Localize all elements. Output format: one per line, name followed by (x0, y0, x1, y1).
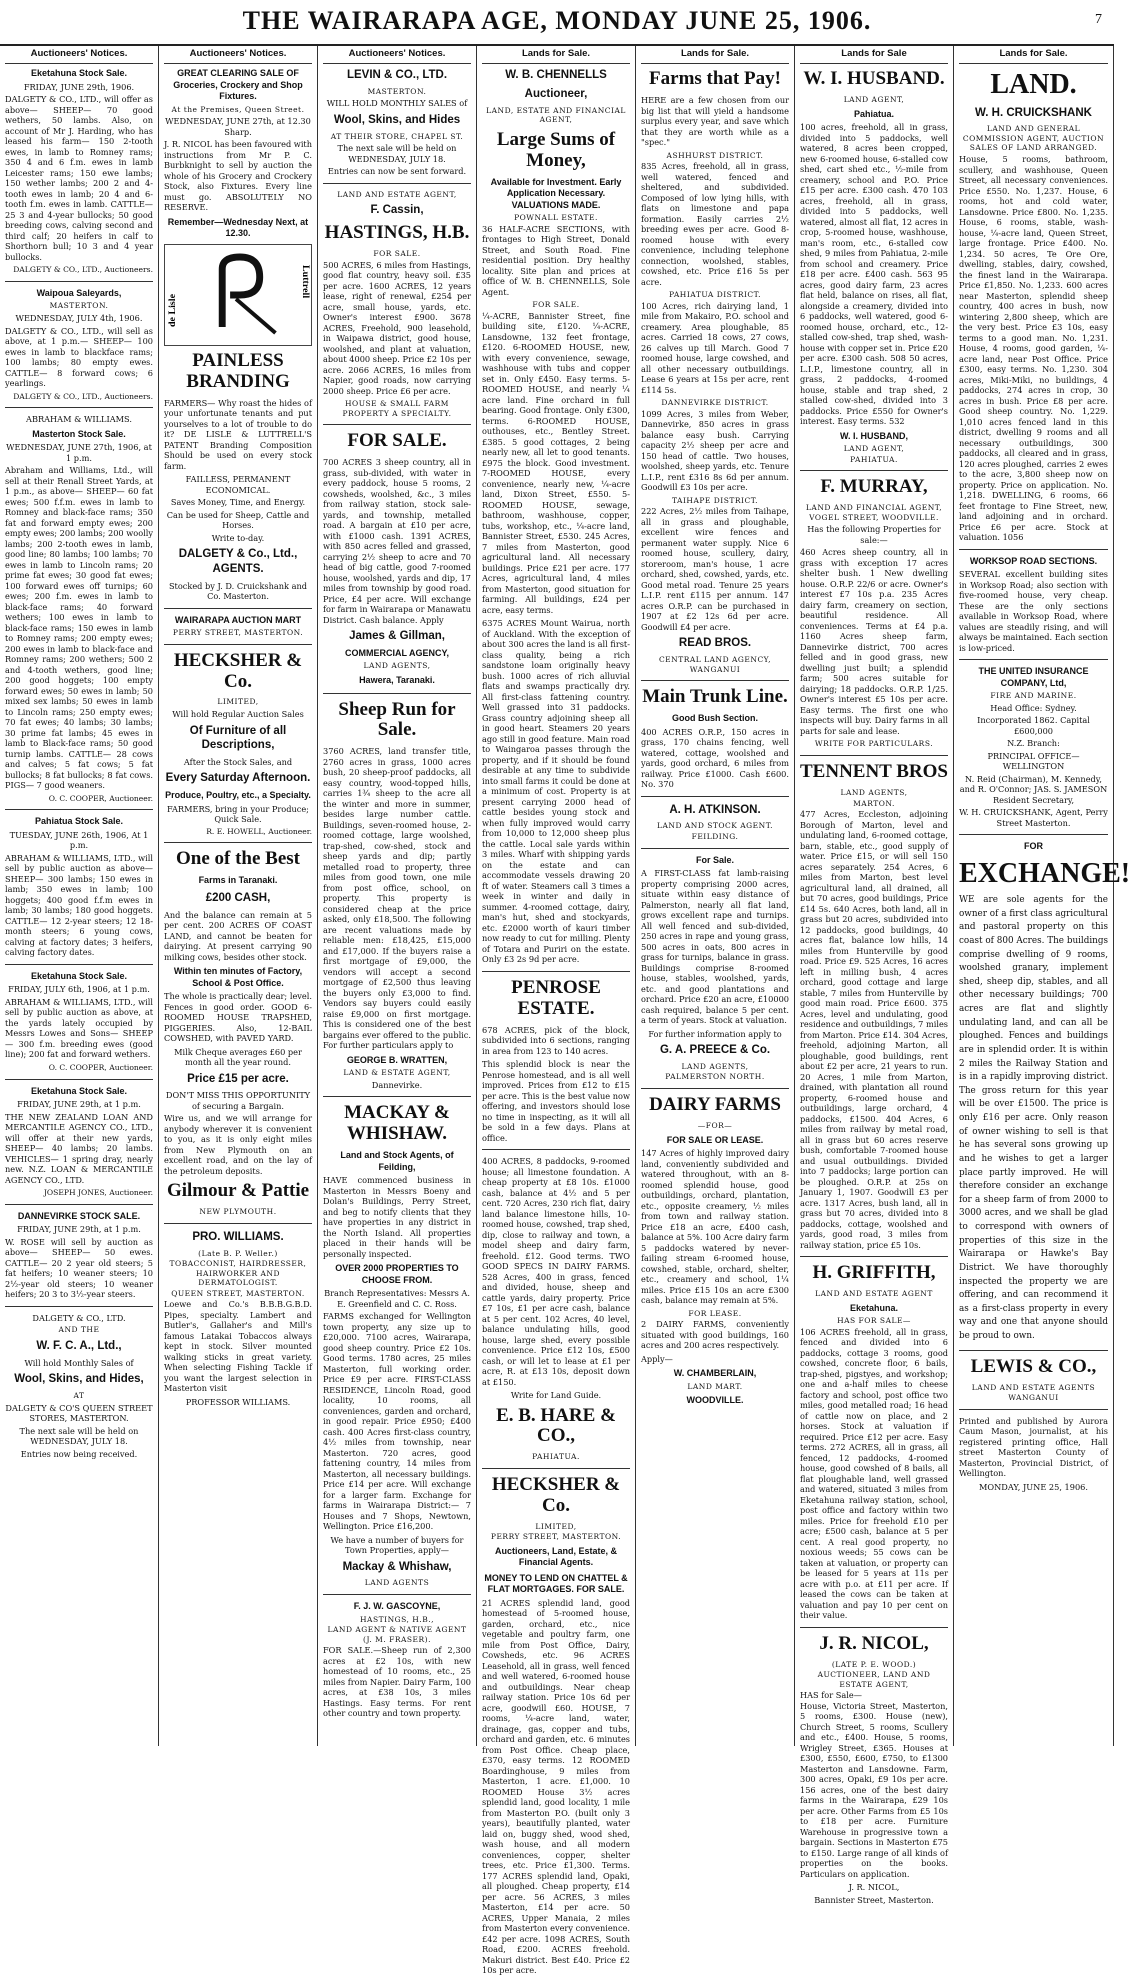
ad-text: A FIRST-CLASS fat lamb-raising property comprising 2000 acres, situate within easy distance of Palmerston, nearly all flat land, grows excellent rape and turnips. All well fenced and sub-divided, 250 acres in rape and young grass, 500 acres in oats, 800 acres in grass for turnips, balance in grass. Buildings comprise 8-roomed house, stables, woolshed, yards, etc. and good plantations and orchard. Price £20 an acre, £10000 cash required, balance 5 per cent. a term of years. Stock at valuation. (641, 868, 789, 1026)
column-header: Lands for Sale. (482, 46, 630, 64)
ad-text: LIMITED, (535, 1521, 577, 1531)
ad-district: ASHHURST DISTRICT. (666, 150, 764, 160)
ad-title: WAIRARAPA AUCTION MART (174, 614, 302, 625)
ad-firm-name: PRO. WILLIAMS. (192, 1230, 284, 1243)
branding-iron-handle (236, 299, 275, 333)
ad-title: Eketahuna Stock Sale. (30, 68, 128, 79)
column-3 (318, 46, 477, 1746)
divider (641, 1088, 789, 1089)
ad-text: (Late B. P. Weller.) (198, 1248, 278, 1258)
ad-text: 460 Acres sheep country, all in grass with exception 17 acres shelter bush. 1 New dwelling house. O.R.P. 22/6 or acre. Owner's interest £7 10s p.a. 235 Acres dairy farm, creamery on section, beautiful residence. All conveniences. Terms at £4 p.a. 1160 Acres sheep farm, Dannevirke district, 700 acres felled and in good grass, new dwelling just built; a splendid farm; 500 acres suitable for dairying; 18 paddocks. O.R.P. 1/25. Owner's interest £5 10s per acre. Easy terms. The first one who inspects will buy. Dairy farms in all parts for sale and lease. (800, 547, 948, 736)
ad-headline: Every Saturday Afternoon. (165, 772, 311, 785)
ad-text: 400 ACRES, 8 paddocks, 9-roomed house; all limestone foundation. A cheap property at £8 10s. £1000 cash, balance at 4½ and 5 per cent. 720 Acres, 230 rich flat, dairy land balance limestone hills, 10-roomed house, cowshed, trap shed, dip, close to railway and town, a model sheep and dairy farm, freehold. £12. Good terms. TWO GOOD SPECS IN DAIRY FARMS. 528 Acres, 400 in grass, fenced and divided, house, sheep and cattle yards, dairy property. Price £7 10s, £1 per acre cash, balance at 5 per cent. 102 Acres, 40 level, balance undulating hills, good house, large shed, every possible convenience. Price £12 10s, £500 cash, or will let to lease at £1 per acre, R. at £13 10s, deposit down at £150. (482, 1156, 630, 1387)
ad-firm-name: G. A. PREECE & Co. (659, 1044, 771, 1057)
ad-text: HAS for Sale— (800, 1690, 862, 1701)
ad-connector: AND THE (58, 1325, 100, 1335)
divider (641, 680, 789, 681)
divider (5, 809, 153, 810)
ad-text: Wire us, and we will arrange for anybody wherever it is convenient to you, as it is only eight miles from New Plymouth on an excellent road, and on the lay of the petroleum deposits. (164, 1113, 312, 1176)
divider (641, 848, 789, 849)
divider (5, 1079, 153, 1080)
divider (800, 1256, 948, 1257)
ad-signature: O. C. COOPER, Auctioneer. (48, 1062, 153, 1072)
ad-headline: Wool, Skins, and Hides, (14, 1373, 144, 1386)
divider (800, 755, 948, 756)
ad-firm-name: W. F. C. A., Ltd., (36, 1340, 122, 1353)
ad-place: MASTERTON. (49, 301, 109, 311)
ad-firm-name: HECKSHER & Co. (173, 649, 303, 692)
ad-place: HASTINGS, H.B., (360, 1614, 434, 1624)
ad-role: LAND AGENT & NATIVE AGENT (J. M. FRASER). (327, 1625, 467, 1644)
ad-subheadline: FOR SALE OR LEASE. (666, 1134, 764, 1145)
divider (959, 1350, 1108, 1351)
ad-date: TUESDAY, JUNE 26th, 1906, At 1 p.m. (9, 829, 149, 851)
ad-headline: FOR SALE. (347, 430, 447, 452)
ad-text: We have a number of buyers for Town Properties, apply— (330, 1534, 464, 1556)
ad-date: WEDNESDAY, JUNE 27th, at 12.30 Sharp. (165, 116, 311, 137)
column-header: Auctioneers' Notices. (5, 46, 153, 64)
ad-place: Eketahuna. (849, 1302, 898, 1313)
column-header: Lands for Sale. (959, 46, 1108, 64)
ad-district: DANNEVIRKE DISTRICT. (661, 398, 769, 408)
ad-text: 36 HALF-ACRE SECTIONS, with frontages to High Street, Donald Street, and South Road. Fine residential position. Dry healthy locality. Site plan and prices at office of W. B. CHENNELLS, Sole Agent. (482, 223, 630, 297)
ad-text: HOUSE & SMALL FARM PROPERTY A SPECIALTY. (342, 399, 452, 418)
ad-place: NEW PLYMOUTH. (199, 1207, 277, 1217)
ad-text: WILL HOLD MONTHLY SALES of (326, 98, 468, 109)
ad-text: ABRAHAM & WILLIAMS, LTD., will sell by public auction as above, at the yards lately occupied by Messrs Lowes and Sons— SHEEP— 300 f.m. breeding ewes (good line); 200 fat and forward wethers. (5, 996, 153, 1060)
ad-headline: Farms that Pay! (649, 68, 781, 90)
ad-firm-name: W. I. HUSBAND. (803, 68, 945, 90)
ad-headline: Wool, Skins, and Hides (333, 113, 461, 126)
ad-text: Can be used for Sheep, Cattle and Horses. (166, 509, 310, 531)
divider (164, 644, 312, 645)
divider (482, 1468, 630, 1469)
column-header: Lands for Sale (800, 46, 948, 64)
ad-text: LIMITED, (217, 697, 259, 707)
ad-date: WEDNESDAY, JUNE 27th, 1906, at 1 p.m. (6, 442, 152, 463)
ad-text: Will hold Monthly Sales of (24, 1357, 134, 1368)
ad-headline: PAINLESS BRANDING (186, 349, 290, 392)
ad-price: Price £15 per acre. (187, 1072, 289, 1085)
ad-district: PAHIATUA DISTRICT. (669, 290, 761, 300)
ad-headline: EXCHANGE! (959, 857, 1130, 889)
ad-text: The next sale will be held on WEDNESDAY, JULY 18. (337, 143, 457, 164)
ad-text: FOR LEASE. (688, 1308, 742, 1318)
ad-role: Land and Stock Agents, of Feilding, (340, 1150, 454, 1172)
ad-text: The next sale will be held on WEDNESDAY, JULY 18. (19, 1425, 139, 1447)
ad-role: LAND AND ESTATE AGENT (815, 1289, 933, 1298)
column-2 (159, 46, 318, 1746)
ad-signature: DALGETY & CO., LTD., Auctioneers. (13, 265, 153, 275)
ad-text: ¼-ACRE, Bannister Street, fine building site, £120. ¼-ACRE, Lansdowne, 132 feet frontage, £120. 6-ROOMED HOUSE, new, with every convenience, sewage, washhouse with tubs and copper set in. Only £450. Easy terms. 5-ROOMED HOUSE, and nearly ¼ acre land. Fine orchard in full bearing. Good frontage. Only £300, terms. 6-ROOMED HOUSE, outhouses, etc., Bentley Street. £385. 5 good cottages, 2 being nearly new, all let to good tenants. £975 the block. Good investment. 7-ROOMED HOUSE, every convenience, nearly new, ¼-acre land, Dixon Street, £550. 5-ROOMED HOUSE, sewage, bathroom, washhouse, copper, tubs, workshop, etc., ¼-acre land, Bannister Street, £530. 245 Acres, 7 miles from Masterton, good agricultural land. All necessary buildings. Price £21 per acre. 177 Acres, agricultural land, 4 miles from Masterton, good situation for farming. All buildings, £24 per acre, easy terms. (482, 310, 630, 615)
ad-text: Loewe and Co.'s B.B.B.G.B.D. Pipes, specialty. Lambert and Butler's, Gallaher's and Mill's famous Latakai Tobaccos always kept in stock. Silver mounted walking sticks in great variety. When selecting Fishing Tackle if you want the largest selection in Masterton visit (164, 1299, 312, 1394)
ad-firm-name: W. B. CHENNELLS (505, 69, 607, 82)
divider (959, 549, 1108, 550)
ad-text: The whole is practically dear; level. Fences in good order. GOOD 6-ROOMED HOUSE TRAPSHED, PIGGERIES. Also, 12-BAIL COWSHED, with PAVED YARD. (164, 991, 312, 1044)
ad-text: Incorporated 1862. Capital £600,000 (977, 715, 1090, 736)
ad-role: FIRE AND MARINE. (990, 691, 1077, 701)
ad-headline: Main Trunk Line. (642, 686, 788, 708)
column-4 (477, 46, 636, 1976)
ad-title: WORKSOP ROAD SECTIONS. (969, 555, 1098, 566)
imprint-date: MONDAY, JUNE 25, 1906. (979, 1481, 1088, 1492)
ad-role: LAND AGENTS (364, 1578, 430, 1588)
ad-signature: JOSEPH JONES, Auctioneer. (43, 1188, 153, 1198)
ad-text: WRITE FOR PARTICULARS. (814, 739, 934, 749)
ad-firm-name: F. MURRAY, (820, 476, 928, 498)
ad-place: FEILDING. (691, 832, 739, 842)
ad-role: LAND AGENTS, (363, 661, 431, 671)
ad-title: For Sale. (695, 854, 734, 865)
ad-text: 100 acres, freehold, all in grass, divided into 5 paddocks, well watered, 8 acres been cropped, new 6-roomed house, 6-stalled cow shed, cart shed etc., ½-mile from creamery, school and P.O. Price £15 per acre. £300 cash. 470 103 acres, freehold, all in grass, divided into 5 paddocks, well watered, almost all flat, 12 acres in crop, 5-roomed house, washhouse, man's room, etc., 6-stalled cow shed, 9 miles from Pahiatua, 2-mile from school and creamery. Price £18 per acre. £400 cash. 563 95 acres, good dairy farm, 23 acres flat held, balance on rises, all flat, alongside a creamery, divided into 6 paddocks, well watered, good 6-roomed house, orchard, etc., 12-stalled cow-shed, trap shed, wash-house with copper set in. Price £20 per acre. £300 cash. 508 50 acres, L.I.P., limestone country, all in grass, 2 paddocks, 4-roomed house, stable and trap shed, 2 stalled cow-shed, divided into 3 paddocks. Price £550 for Owner's interest. Easy terms. 532 (800, 122, 948, 427)
ad-role: LAND AND GENERAL COMMISSION AGENT, AUCTION SALES OF LAND ARRANGED. (962, 124, 1105, 153)
ad-firm-name: DALGETY & Co., Ltd., AGENTS. (178, 548, 298, 575)
divider (164, 1223, 312, 1224)
ad-text: DON'T MISS THIS OPPORTUNITY of securing a Bargain. (165, 1090, 311, 1111)
ad-text: Write to-day. (211, 532, 265, 543)
ad-text: Milk Cheque averages £60 per month all the year round. (174, 1046, 302, 1068)
ad-text: 106 ACRES freehold, all in grass, fenced and divided into 6 paddocks, cottage 3 rooms, good cowshed, concrete floor, 6 bails, trap-shed, pigstyes, and workshop; one and a-half miles to cheese factory and school, post office two miles, good metalled road; 16 head of cattle now on place, and 2 horses. Stock at valuation if required. Price £12 per acre. Easy terms. 272 ACRES, all in grass, all fenced, 12 paddocks, 4-roomed house, good cowshed of 8 bails, all flat ploughable land, well grassed and watered, situated 3 miles from Eketahuna railway station, school, post office and factory within two miles. Price for freehold £10 per acre; £500 cash, balance at 5 per cent. A real good property, no noxious weeds; 55 cows can be taken at valuation, or property can be leased for 5 years at 11s per acre with p.o. at £11 per acre. If leased the cows can be taken at valuation and pay 10 per cent on their value. (800, 1326, 948, 1621)
ad-signature: J. R. NICOL, (848, 1882, 900, 1893)
ad-date: FRIDAY, JUNE 29th, 1906. (23, 81, 135, 92)
divider (164, 842, 312, 843)
ad-headline: Of Furniture of all Descriptions, (189, 724, 287, 752)
masthead (0, 0, 1114, 46)
ad-text: 400 ACRES O.R.P., 150 acres in grass, 170 chains fencing, well watered, cottage, woolshed and yards, good orchard, 6 miles from railway. Price £1000. Cash £600. No. 370 (641, 726, 789, 790)
ad-firm-name: TENNENT BROS (800, 761, 949, 783)
ad-text: FOR SALE. (532, 300, 580, 310)
ad-date: FRIDAY, JULY 6th, 1906, at 1 p.m. (8, 984, 150, 995)
ad-firm-name: F. J. W. GASCOYNE, (353, 1601, 441, 1612)
ad-role: AUCTIONEER, LAND AND ESTATE AGENT, (817, 1670, 931, 1689)
ad-connector: AT (73, 1390, 85, 1400)
ad-role: LAND AND ESTATE AGENTS (971, 1382, 1096, 1392)
ad-text: House, 5 rooms, bathroom, scullery, and washhouse, Queen Street, all necessary conveniences. Price £550. No. 1,237. House, 6 rooms, hot and cold water, Lansdowne. Price £800. No. 1,235. House, 6 rooms, stable, wash-house, ¼-acre land, Queen Street, large frontage. Price £400. No. 1,234. 50 acres, Te Ore Ore, dwelling, stables, dairy, cowshed, the finest land in the Wairarapa. Price £1,850. No. 1,233. 600 acres near Masterton, splendid sheep country, 400 acres in bush, now wintering 2,800 sheep, which are the very best. Price £3 10s, easy terms to a good man. No. 1,231. House, 4 rooms, good garden, ¼-acre land, near Post Office. Price £300, easy terms. No. 1,230. 304 acres, Miki-Miki, no buildings, 4 paddocks, 274 acres in crop, 30 acres in bush. Price £8 per acre. Good sheep country. No. 1,229. 1,010 acres fenced land in this district, dwelling 9 rooms and all necessary outbuildings, 300 paddocks, all cleared and in grass, 120 acres ploughed, carries 2 ewes to the acre, 3,800 sheep now on property. Price on application. No. 1,218. DWELLING, 6 rooms, 66 feet frontage to Fine Street, new, land adjoining and in orchard. Price £6 per acre. Stock at valuation. 1056 (959, 154, 1108, 543)
ad-text: 147 Acres of highly improved dairy land, conveniently subdivided and watered throughout, with an 8-roomed splendid house, good outbuildings, orchard, plantation, etc., opposite creamery, ½ miles from town and railway station. Price £18 an acre, £400 cash, balance at 5%. 100 Acre dairy farm 5 paddocks watered by never-failing stream 6-roomed house, cowshed, stable, orchard, shelter, etc., creamery and school, 1¼ miles. Price £15 10s an acre £300 cash, balance may remain at 5%. (641, 1148, 789, 1306)
ad-place: DALGETY & CO'S QUEEN STREET STORES, MASTERTON. (5, 1402, 153, 1424)
ad-subheadline: Farms in Taranaki. (198, 875, 278, 886)
ad-subheadline: Within ten minutes of Factory, School & Post Office. (173, 966, 303, 988)
ad-text: Saves Money, Time, and Energy. (170, 497, 306, 508)
ad-firm-name: H. GRIFFITH, (812, 1262, 936, 1284)
ad-title: Masterton Stock Sale. (32, 428, 126, 439)
ad-role: LAND AGENT, (843, 444, 905, 454)
ad-headline: Sheep Run for Sale. (338, 698, 456, 741)
ad-text: For further information apply to (648, 1028, 782, 1039)
ad-text: DALGETY & CO., LTD., will offer as above— SHEEP— 70 good wethers, 50 lambs. Also, on account of Mr J. Harding, who has leased his farm— 150 2-tooth ewes, in lamb to Romney rams; 350 4 and 6 f.m. ewes in lamb Leicester rams; 150 ewe lambs; 150 wether lambs; 200 2 and 4-tooth ewes in lamb; 20 4 and 6-tooth f.m. ewes in lamb. CATTLE— 25 3 and 4-year bullocks; 50 good breeding cows, calving second and third calf; 20 heifers in calf to Shorthorn bull; 10 3 and 4 year bullocks. (5, 94, 153, 262)
ad-text: ABRAHAM & WILLIAMS, LTD., will sell by public auction as above— SHEEP— 300 lambs; 150 ewes in lamb; 350 ewes in lamb; 100 hoggets; 400 good f.f.m ewes in lamb; 30 lambs; 180 good hoggets. CATTLE— 12 2-year steers; 12 18-month steers; 6 young cows, calving at factory dates; 3 heifers, calving factory dates. (5, 852, 153, 958)
divider (959, 1409, 1108, 1410)
ad-text: HAS FOR SALE— (837, 1316, 911, 1326)
ad-text: Branch Representatives: Messrs A. E. Greenfield and C. C. Ross. (324, 1288, 470, 1309)
branding-logo (164, 244, 312, 346)
ad-firm-name: W. H. CRUICKSHANK (975, 106, 1092, 119)
ad-role: Auctioneer, (524, 87, 588, 100)
ad-text: FARMERS— Why roast the hides of your unfortunate tenants and put yourselves to a lot of trouble to do it? DE LISLE & LUTTRELL'S PATENT Branding Composition Should be used on every stock farm. (164, 397, 312, 471)
ad-title: Eketahuna Stock Sale. (30, 1085, 128, 1096)
ad-firm-name: F. Cassin, (370, 204, 424, 217)
ad-text: Entries can now be sent forward. (327, 166, 467, 177)
branding-iron-illustration (165, 245, 311, 345)
ad-date: WEDNESDAY, JULY 4th, 1906. (15, 313, 143, 323)
ad-title: DANNEVIRKE STOCK SALE. (17, 1210, 141, 1221)
ad-text: FOR SALE.—Sheep run of 2,300 acres at £2 10s, with new homestead of 10 rooms, etc., 25 miles from Napier. Dairy Farm, 100 acres, at £38 10s, 3 miles Hastings. Easy terms. For rent other country and town property. (323, 1645, 471, 1719)
ad-text: 6375 ACRES Mount Wairua, north of Auckland. With the exception of about 300 acres the land is all first-class quality, being a rich sandstone loam originally heavy bush. 1000 acres of rich alluvial flats and swamps practically dry. All first-class fattening country. Well grassed into 31 paddocks. Grass country adjoining sheep all in good heart. Steamers 20 years ago still in good feature. Main road to Waingaroa passes through the property, and if it should be found desirable at any time to subdivide into small farms it could be done at a minimum of cost. Property is at present carrying 2000 head of cattle besides young stock and when fully improved would carry from 10,000 to 12,000 sheep plus the cattle. Local sale yards within 3 miles. Wharf with shipping yards on the estate and can accommodate vessels drawing 20 ft of water. Steamers call 3 times a week in winter and daily in summer. 4-roomed cottage, dairy, man's hut, shed and stockyards, etc. £2000 worth of kauri timber now ready to cut for milling. Plenty of Totara and Puriri on the estate. Only £3 2s 9d per acre. (482, 618, 630, 965)
ad-role: CENTRAL LAND AGENCY, WANGANUI (658, 655, 772, 674)
ad-place: PAHIATUA. (850, 454, 898, 464)
logo-text-left: de Lisle (166, 293, 178, 327)
divider (323, 1594, 471, 1595)
ad-firm-name: GEORGE B. WRATTEN, (346, 1054, 448, 1065)
ad-place: At the Premises, Queen Street. (171, 104, 305, 114)
ad-firm-name: THE UNITED INSURANCE COMPANY, Ltd, (978, 666, 1089, 688)
ad-headline: HASTINGS, H.B. (324, 222, 470, 244)
ad-title: Pahiatua Stock Sale. (34, 816, 124, 827)
ad-signature: R. E. HOWELL, Auctioneer. (206, 826, 312, 836)
ad-subheadline: OVER 2000 PROPERTIES TO CHOOSE FROM. (335, 1263, 459, 1285)
divider (5, 1306, 153, 1307)
ad-signature: Mackay & Whishaw, (342, 1560, 452, 1573)
ad-firm-name: MACKAY & WHISHAW. (344, 1102, 450, 1145)
printer-imprint: Printed and published by Aurora Caum Mason, journalist, at his registered printing office, Hall street Masterton County of Masterton, Provincial District, of Wellington. (959, 1415, 1108, 1479)
ad-place: Hawera, Taranaki. (359, 674, 435, 685)
divider (323, 693, 471, 694)
ad-text: DALGETY & CO., LTD., will sell as above, at 1 p.m.— SHEEP— 100 ewes in lamb to blackface rams; 100 lambs; 80 empty ewes. CATTLE— 8 forward cows; 6 yearlings. (5, 325, 153, 388)
ad-headline: Large Sums of Money, (496, 128, 616, 171)
column-header: Lands for Sale. (641, 46, 789, 64)
column-header: Auctioneers' Notices. (164, 46, 312, 64)
ad-role: LAND AND FINANCIAL AGENT, VOGEL STREET, WOODVILLE. (805, 503, 943, 522)
ad-text: Write for Land Guide. (510, 1390, 602, 1401)
ad-firm-name: J. R. NICOL, (819, 1632, 929, 1654)
ad-signature: W. I. HUSBAND, (839, 430, 908, 441)
logo-text-right: Luttrell (300, 264, 312, 298)
ad-role: Auctioneers, Land, Estate, & Financial Agents. (494, 1545, 618, 1568)
divider (959, 659, 1108, 660)
ad-text: PRINCIPAL OFFICE—WELLINGTON (987, 750, 1080, 772)
ad-date: FRIDAY, JUNE 29th, at 1 p.m. (17, 1224, 141, 1235)
divider (323, 424, 471, 425)
ad-place: MASTERTON. (367, 86, 427, 96)
ad-text: House, Victoria Street, Masterton, 5 rooms, £300. House (new), Church Street, 5 rooms, Scullery and etc., £400. House, 5 rooms, Wrigley Street, £365. Houses at £300, £550, £600, £750, to £1300 Masterton and Lansdowne. Farm, 300 acres, Opaki, £9 10s per acre. 156 acres, one of the best dairy farms in the Wairarapa, £29 10s per acre. Other Farms from £5 10s to £18 per acre. Furniture Warehouse in progressive town a bargain. Sections in Masterton £75 to £150. Large range of all kinds of properties on the books. Particulars on application. (800, 1700, 948, 1879)
ad-firm-name: ABRAHAM & WILLIAMS. (26, 414, 132, 425)
ad-text: Head Office: Sydney. (990, 702, 1077, 713)
ad-place: Pahiatua. (853, 108, 894, 119)
ad-place: MARTON. (853, 798, 895, 808)
ad-firm-name: LEVIN & CO., LTD. (346, 69, 448, 82)
ad-text: 700 ACRES 3 sheep country, all in grass, sub-divided, with water in every paddock, house 5 rooms, 2 cowsheds, woolshed, &c., 3 miles from railway station, stock sale-yards, and township, metalled road. A bargain at £10 per acre, with £1000 cash. 1391 ACRES, with 850 acres felled and grassed, carrying 2½ sheep to acre and 70 head of big cattle, good 7-roomed house, woolshed, yards and dip, 17 miles from township by good road. Price, £4 per acre. Will exchange for farm in Wairarapa or Manawatu District. Cash balance. Apply (323, 457, 471, 625)
ad-role: LAND AGENTS, (681, 1061, 749, 1071)
ad-text: And the balance can remain at 5 per cent. 200 ACRES OF COAST LAND, and cannot be beaten for dairying. At present carrying 90 milking cows, besides other stock. (164, 909, 312, 962)
ad-text: FARMS exchanged for Wellington town property, any size up to £20,000. 7100 acres, Wairarapa, good sheep country. Price £2 10s. Good terms. 1780 acres, 25 miles Masterton, full working order. Price £9 per acre. FIRST-CLASS RESIDENCE, Lincoln Road, good locality, 10 rooms, all conveniences, garden and orchard, in good repair. Price £950; £400 cash. 400 Acres first-class country, 4½ miles from township, near Masterton. 720 acres, good fattening country, 14 miles from Masterton, all necessary buildings. Price £14 per acre. Will exchange for a larger farm. Exchange for farms in Wairarapa District:— 7 Houses and 7 Shops, Newtown, Wellington. Price £16,200. (323, 1311, 471, 1532)
ad-subheadline: COMMERCIAL AGENCY, (344, 647, 449, 658)
ad-text: Stocked by J. D. Cruickshank and Co. Masterton. (168, 580, 308, 602)
divider (5, 407, 153, 408)
ad-headline: DAIRY FARMS (649, 1094, 781, 1116)
ad-place: PERRY STREET, MASTERTON. (172, 628, 304, 638)
ad-role: LAND AND ESTATE AGENT, (337, 189, 457, 199)
ad-firm-name: E. B. HARE & CO., (496, 1404, 616, 1447)
masthead-title: THE WAIRARAPA AGE, MONDAY JUNE 25, 1906. (242, 6, 872, 35)
ad-headline: LAND. (990, 69, 1077, 101)
column-6 (795, 46, 954, 1905)
ad-text: Abraham and Williams, Ltd., will sell at their Renall Street Yards, at 1 p.m., as above— SHEEP— 60 fat ewes; 500 f.f.m. ewes in lamb to Romney and black-face rams; 350 fat and forward empty ewes; 200 empty ewes; 200 lambs; 200 woolly lambs; 200 2-tooth ewes in lamb, good line; 80 lambs; 100 lambs; 70 ewes in lamb to Lincoln rams; 20 prime fat ewes; 30 good fat ewes; 100 forward ewes off turnips; 60 ewes; 200 f.m. ewes in lamb to black-face rams; 40 forward wethers; 100 ewes in lamb to black-face rams; 150 ewes in lamb to Romney rams; 200 empty ewes; 200 ewes in lamb to black-face and Romney rams; 200 wethers; 500 2 and 4-tooth wethers, good line; 200 good hoggets; 100 empty forward ewes; 50 ewes in lamb; 50 mixed sex lambs; 50 ewes in lamb to Lincoln rams; 250 empty ewes; 70 fat ewes; 40 lambs; 30 lambs; 30 prime fat lambs; 45 ewes in lamb to Black-face rams; 50 good turnip lambs. CATTLE— 28 cows and calves; 5 fat cows; 5 fat bullocks; 8 fat bullocks; 8 fat cows. PIGS— 7 good weaners. (5, 465, 153, 791)
ad-text: WE are sole agents for the owner of a first class agricultural and pastoral property on this coast of 800 Acres. The buildings comprise dwelling of 9 rooms, woolshed granary, implement shed, sheep dip, stables, and all other necessary buildings; 700 acres are flat and slightly undulating land, and can all be ploughed. Fences and buildings are in splendid order. It is within 2 miles the Railway Station and is in a rapidly improving district. The gross return for this year will be over £1500. The price is only £16 per acre. Only reason of owner wishing to sell is that he has several sons growing up and he wishes to get a larger place partly improved. He will therefore consider an exchange for a sheep farm of from 2000 to 3000 acres, and we shall be glad to correspond with owners of properties of this size in the Wairarapa or Hawke's Bay District. We have thoroughly inspected the property we are offering, and can recommend it as a first-class property in every way and one that anyone should be proud to own. (959, 895, 1108, 1342)
column-header: Auctioneers' Notices. (323, 46, 471, 64)
ad-text: J. R. NICOL has been favoured with instructions from Mr P. C. Burbknight to sell by auction the whole of his Grocery and Crockery Stock, also Fixtures. Every line must go. ABSOLUTELY NO RESERVE. (164, 139, 312, 213)
ad-subheadline: Good Bush Section. (671, 713, 758, 724)
ad-subheadline: Available for Investment. Early Application Necessary. VALUATIONS MADE. (490, 176, 622, 210)
ad-text: HERE are a few chosen from our big list that will yield a handsome surplus every year, and save which that they are worth while as a "spec." (641, 95, 789, 148)
ad-role: LAND, ESTATE AND FINANCIAL AGENT, (486, 105, 626, 125)
ad-signature: DALGETY & CO., LTD., Auctioneers. (13, 391, 153, 401)
ad-text: 477 Acres, Eccleston, adjoining Borough of Marton, level and undulating land, 6-roomed cottage, barn, stable, etc., good supply of water. Price £15, or will sell 150 acres separately. 254 Acres, 6 miles from Marton, best level agricultural land, all drained, all but 70 acres, good buildings, Price £14 5s. 640 Acres, both land, all in grass but 20 acres, subdivided into 12 paddocks, good buildings, 40 acres flat, balance low hills, 14 miles from Hunterville by good road. Price £9. 525 Acres, 16 acres left in milling bush, 4 acres orchard, good cottage and large stable, 7 miles from Hunterville by good main road. Price £600. 375 Acres, level and undulating, good residence and outbuildings, 7 miles from Marton. Price £14. 304 Acres, freehold, adjoining Marton, all ploughable, good buildings, rent about £2 per acre, 21 years to run. 20 Acres, 1 mile from Marton, drained, with plantation all round property, 6-roomed house and outbuildings, large orchard, 4 paddocks, £1500. 404 Acres, 6 miles from railway by metal road, all in grass but 60 acres reserve bush, comfortable 7-roomed house and usual outbuildings. Divided into 7 paddocks; large portion can be ploughed. O.R.P. at 25s on January 1, 1907. Goodwill £3 per acre. 1317 Acres, bush land, all in grass but 70 acres, divided into 8 paddocks, cottage, woolshed and yards, good road, 3 miles from railway station, price £5 10s. (800, 809, 948, 1250)
ad-text: Will hold Regular Auction Sales (172, 709, 304, 720)
column-7 (954, 46, 1130, 1746)
divider (5, 964, 153, 965)
ad-title: Eketahuna Stock Sale. (30, 970, 128, 981)
ad-headline: One of the Best (175, 848, 300, 870)
ad-place: AT THEIR STORE, CHAPEL ST. (330, 131, 464, 141)
ad-place: PERRY STREET, MASTERTON. (490, 1532, 622, 1542)
divider (482, 971, 630, 972)
ad-text: SEVERAL excellent building sites in Worksop Road; also section with five-roomed house, very cheap. These are the only sections available in Worksop Road, where values are steadily rising, and will always be maintained. Each section is low-priced. (959, 569, 1108, 653)
ad-firm-name: DALGETY & CO., LTD. (32, 1312, 126, 1323)
ad-text: HAVE commenced business in Masterton in Messrs Boeny and Dolan's Buildings, Perry Street, and beg to notify clients that they have properties in any district in the North Island. All properties placed in their hands will be personally inspected. (323, 1175, 471, 1259)
ad-role: LAND AND STOCK AGENT. (657, 821, 773, 831)
column-1 (0, 46, 159, 1746)
divider (164, 608, 312, 609)
ad-text: After the Stock Sales, and (183, 756, 293, 767)
ad-subheadline: MONEY TO LEND ON CHATTEL & FLAT MORTGAGES. FOR SALE. (484, 1572, 628, 1595)
ad-text: 678 ACRES, pick of the block, subdivided into 6 sections, ranging in area from 123 to 140 acres. (482, 1024, 630, 1056)
ad-role: LAND AGENTS, (840, 787, 908, 797)
ad-text: FAILLESS, PERMANENT ECONOMICAL. (185, 474, 291, 495)
ad-text: TOBACCONIST, HAIRDRESSER, HAIRWORKER AND DERMATOLOGIST. (169, 1259, 307, 1288)
ad-text: 500 ACRES, 6 miles from Hastings, good flat country, heavy soil. £35 per acre. 1600 ACRES, 12 years lease, right of renewal, £254 per acre, small house, yards, etc. Owner's interest £900. 3678 ACRES, Freehold, 900 leasehold, in Waipawa district, good house, woolshed, and plant at valuation, about 4000 sheep. Price £2 10s per acre. 2066 ACRES, 16 miles from Napier, good roads, now carrying 2000 sheep. Price £6 per acre. (323, 259, 471, 396)
ad-connector: —FOR— (697, 1120, 733, 1130)
ad-remember: Remember—Wednesday Next, at 12.30. (167, 216, 309, 239)
ad-firm-name: READ BROS. (678, 637, 752, 650)
ad-place: QUEEN STREET, MASTERTON. (171, 1288, 305, 1298)
ad-text: THE NEW ZEALAND LOAN AND MERCANTILE AGENCY CO., LTD., will offer at their new yards, SHEEP— 40 lambs; 20 lambs. VEHICLES— 1 spring dray, nearly new. N.Z. LOAN & MERCANTILE AGENCY CO., LTD. (5, 1111, 153, 1185)
ad-text: 1099 Acres, 3 miles from Weber, Dannevirke, 850 acres in grass balance easy bush. Carrying capacity 2½ sheep per acre and 150 head of cattle. Two houses, woolshed, sheep yards, etc. Tenure L.I.P., rent £316 8s 6d per annum. Goodwill £3 10s per acre. (641, 408, 789, 493)
ad-place: WANGANUI (1008, 1393, 1059, 1403)
ad-text: 835 Acres, freehold, all in grass, well watered, fenced and sheltered, and subdivided. Composed of low lying hills, with flats on limestone and papa formation. Easily carries 2½ breeding ewes per acre. Good 8-roomed house with every convenience, including telephone connection, woolshed, stables, cowshed, etc. Price £16 5s per acre. (641, 161, 789, 287)
ad-title: Waipoua Saleyards, (36, 287, 122, 298)
divider (959, 834, 1108, 835)
ad-place: Dannevirke. (371, 1079, 423, 1090)
ad-firm-name: A. H. ATKINSON. (669, 803, 761, 816)
ad-text: Apply— (641, 1353, 673, 1364)
ad-text: 100 Acres, rich dairying land, 1 mile from Makairo, P.O. school and creamery. Area ploughable, 85 acres. Carried 18 cows, 27 cows, 26 calves up till March. Good 7 roomed house, large cowshed, and all other necessary outbuildings. Lease 6 years at 15s per acre, rent £114 5s. (641, 300, 789, 395)
ad-district: TAIHAPE DISTRICT. (671, 495, 759, 505)
divider (482, 1149, 630, 1150)
ad-firm-name: Gilmour & Pattie (166, 1180, 310, 1202)
ad-text: 21 ACRES splendid land, good homestead of 5-roomed house, garden, orchard, etc., nice vegetable and poultry farm, one mile from Post Office, Dairy, Cowsheds, etc. 96 ACRES Leasehold, all in grass, well fenced and well watered, 6-roomed house and outbuildings. Near cheap railway station. Price 10s 6d per acre, goodwill £60. HOUSE, 7 rooms, ¼-acre land, water, drainage, gas, copper and tubs, orchard and garden, etc. 6 minutes from Post Office. Cheap place, £370, easy terms. 12 ROOMED Boardinghouse, 9 miles from Masterton, 1 acre. £1,000. 10 ROOMED House 3½ acres splendid land, good locality, 1 mile from Masterton P.O. (built only 3 years), beautifully planted, water laid on, buggy shed, wood shed, wash house, and all modern conveniences, copper, shelter trees, etc. Price £1,300. Terms. 177 ACRES splendid land, Opaki, all ploughed. Cheap property, £14 per acre. 56 ACRES, 3 miles Masterton, £14 per acre. 50 ACRES, Upper Manaia, 2 miles from Masterton every convenience. £42 per acre. 1098 ACRES, South Road, £200. ACRES freehold. Makuri district. Best £40. Price £2 10s per acre. (482, 1597, 630, 1976)
ad-firm-name: HECKSHER & Co. (491, 1473, 621, 1516)
ad-headline: Produce, Poultry, etc., a Specialty. (165, 790, 311, 801)
divider (5, 281, 153, 282)
ad-connector: FOR (1024, 841, 1043, 852)
ad-date: FRIDAY, JUNE 29th, at 1 p.m. (17, 1099, 141, 1110)
ad-text: This splendid block is near the Penrose homestead, and is all well improved. Prices from £12 to £15 per acre. This is the best value now offering, and investors should lose no time in inspecting, as it will all be sold in a few days. Plans at office. (482, 1059, 630, 1143)
ad-text: (LATE P. E. WOOD.) (831, 1659, 917, 1669)
ad-district: POWNALL ESTATE. (514, 213, 598, 223)
ad-place: PAHIATUA. (532, 1452, 580, 1462)
divider (800, 1627, 948, 1628)
ad-signature: PROFESSOR WILLIAMS. (185, 1396, 291, 1407)
ad-text: FARMERS, bring in your Produce; Quick Sale. (167, 803, 309, 825)
ad-text: W. ROSE will sell by auction as above— SHEEP— 50 ewes. CATTLE— 20 2 year old steers; 5 fat heifers; 10 weaner steers; 10 2½-year old steers; 10 weaner heifers; 20 3 to 3½-year steers. (5, 1236, 153, 1300)
ad-text: N. Reid (Chairman), M. Kennedy, and R. O'Connor; JAS. S. JAMESON Resident Secretary, (959, 773, 1108, 805)
ad-firm-name: James & Gillman, (349, 630, 445, 643)
ad-text: FOR SALE. (373, 248, 421, 258)
ad-price: £200 CASH, (205, 891, 271, 904)
ad-text: W. H. CRUICKSHANK, Agent, Perry Street Masterton. (959, 807, 1108, 828)
page-number: 7 (1095, 12, 1102, 27)
ad-firm-name: W. CHAMBERLAIN, (673, 1368, 757, 1379)
ad-text: 2 DAIRY FARMS, conveniently situated with good buildings, 160 acres and 200 acres respectively. (641, 1319, 789, 1351)
ad-place: WOODVILLE. (686, 1395, 744, 1406)
ad-text: Has the following Properties for sale:— (807, 524, 941, 545)
ad-signature: O. C. COOPER, Auctioneer. (48, 793, 153, 803)
divider (800, 470, 948, 471)
ad-place: PALMERSTON NORTH. (665, 1072, 765, 1082)
ad-role: LAND MART. (687, 1381, 743, 1391)
ad-title: GREAT CLEARING SALE OF Groceries, Crockery and Shop Fixtures. (173, 68, 303, 102)
ad-text: 222 Acres, 2½ miles from Taihape, all in grass and ploughable, excellent wire fences and permanent water supply. Nice 6 roomed house, scullery, dairy, storeroom, man's house, 1 acre orchard, shed, cowshed, yards, etc. Good metal road. Tenure 25 years L.I.P. rent £115 per annum. 147 acres O.R.P. can be purchased in 1907 at £2 12s 6d per acre. Goodwill £4 per acre. (641, 506, 789, 632)
column-5 (636, 46, 795, 1746)
ad-firm-name: LEWIS & CO., (970, 1355, 1097, 1377)
ad-headline: PENROSE ESTATE. (511, 976, 601, 1019)
ad-text: 3760 ACRES, land transfer title, 2760 acres in grass, 1000 acres bush, 20 sheep-proof paddocks, all easy country, wood-topped hills, carries 1¾ sheep to the acre all the winter and more in summer, besides large number cattle. Buildings, seven-roomed house, 2-roomed cottage, large woolshed, trap-shed, cow-shed, stock and sheep yards and dip; partly metalled road to property, three miles from good town, one mile from post office, school, on property. This property is considered cheap at the price asked, only £18,500. The following are recent valuations made by reliable men: £18,425, £15,000 and £17,000. If the buyers raise a first mortgage of £9,000, the vendors will accept a second mortgage of £2,500 thus leaving the buyers only £3,000 to find. Vendors say buyers could easily raise £9,000 on first mortgage. This is considered one of the best bargains ever offered to the public. For further particulars apply to (323, 746, 471, 1051)
divider (323, 1096, 471, 1097)
ad-text: N.Z. Branch: (1007, 738, 1060, 749)
ad-text: Entries now being received. (20, 1448, 138, 1459)
divider (641, 796, 789, 797)
divider (5, 1204, 153, 1205)
ad-role: LAND AGENT, (843, 95, 905, 105)
ad-role: LAND & ESTATE AGENT, (343, 1068, 451, 1078)
ad-place: Bannister Street, Masterton. (814, 1894, 934, 1905)
divider (323, 183, 471, 184)
